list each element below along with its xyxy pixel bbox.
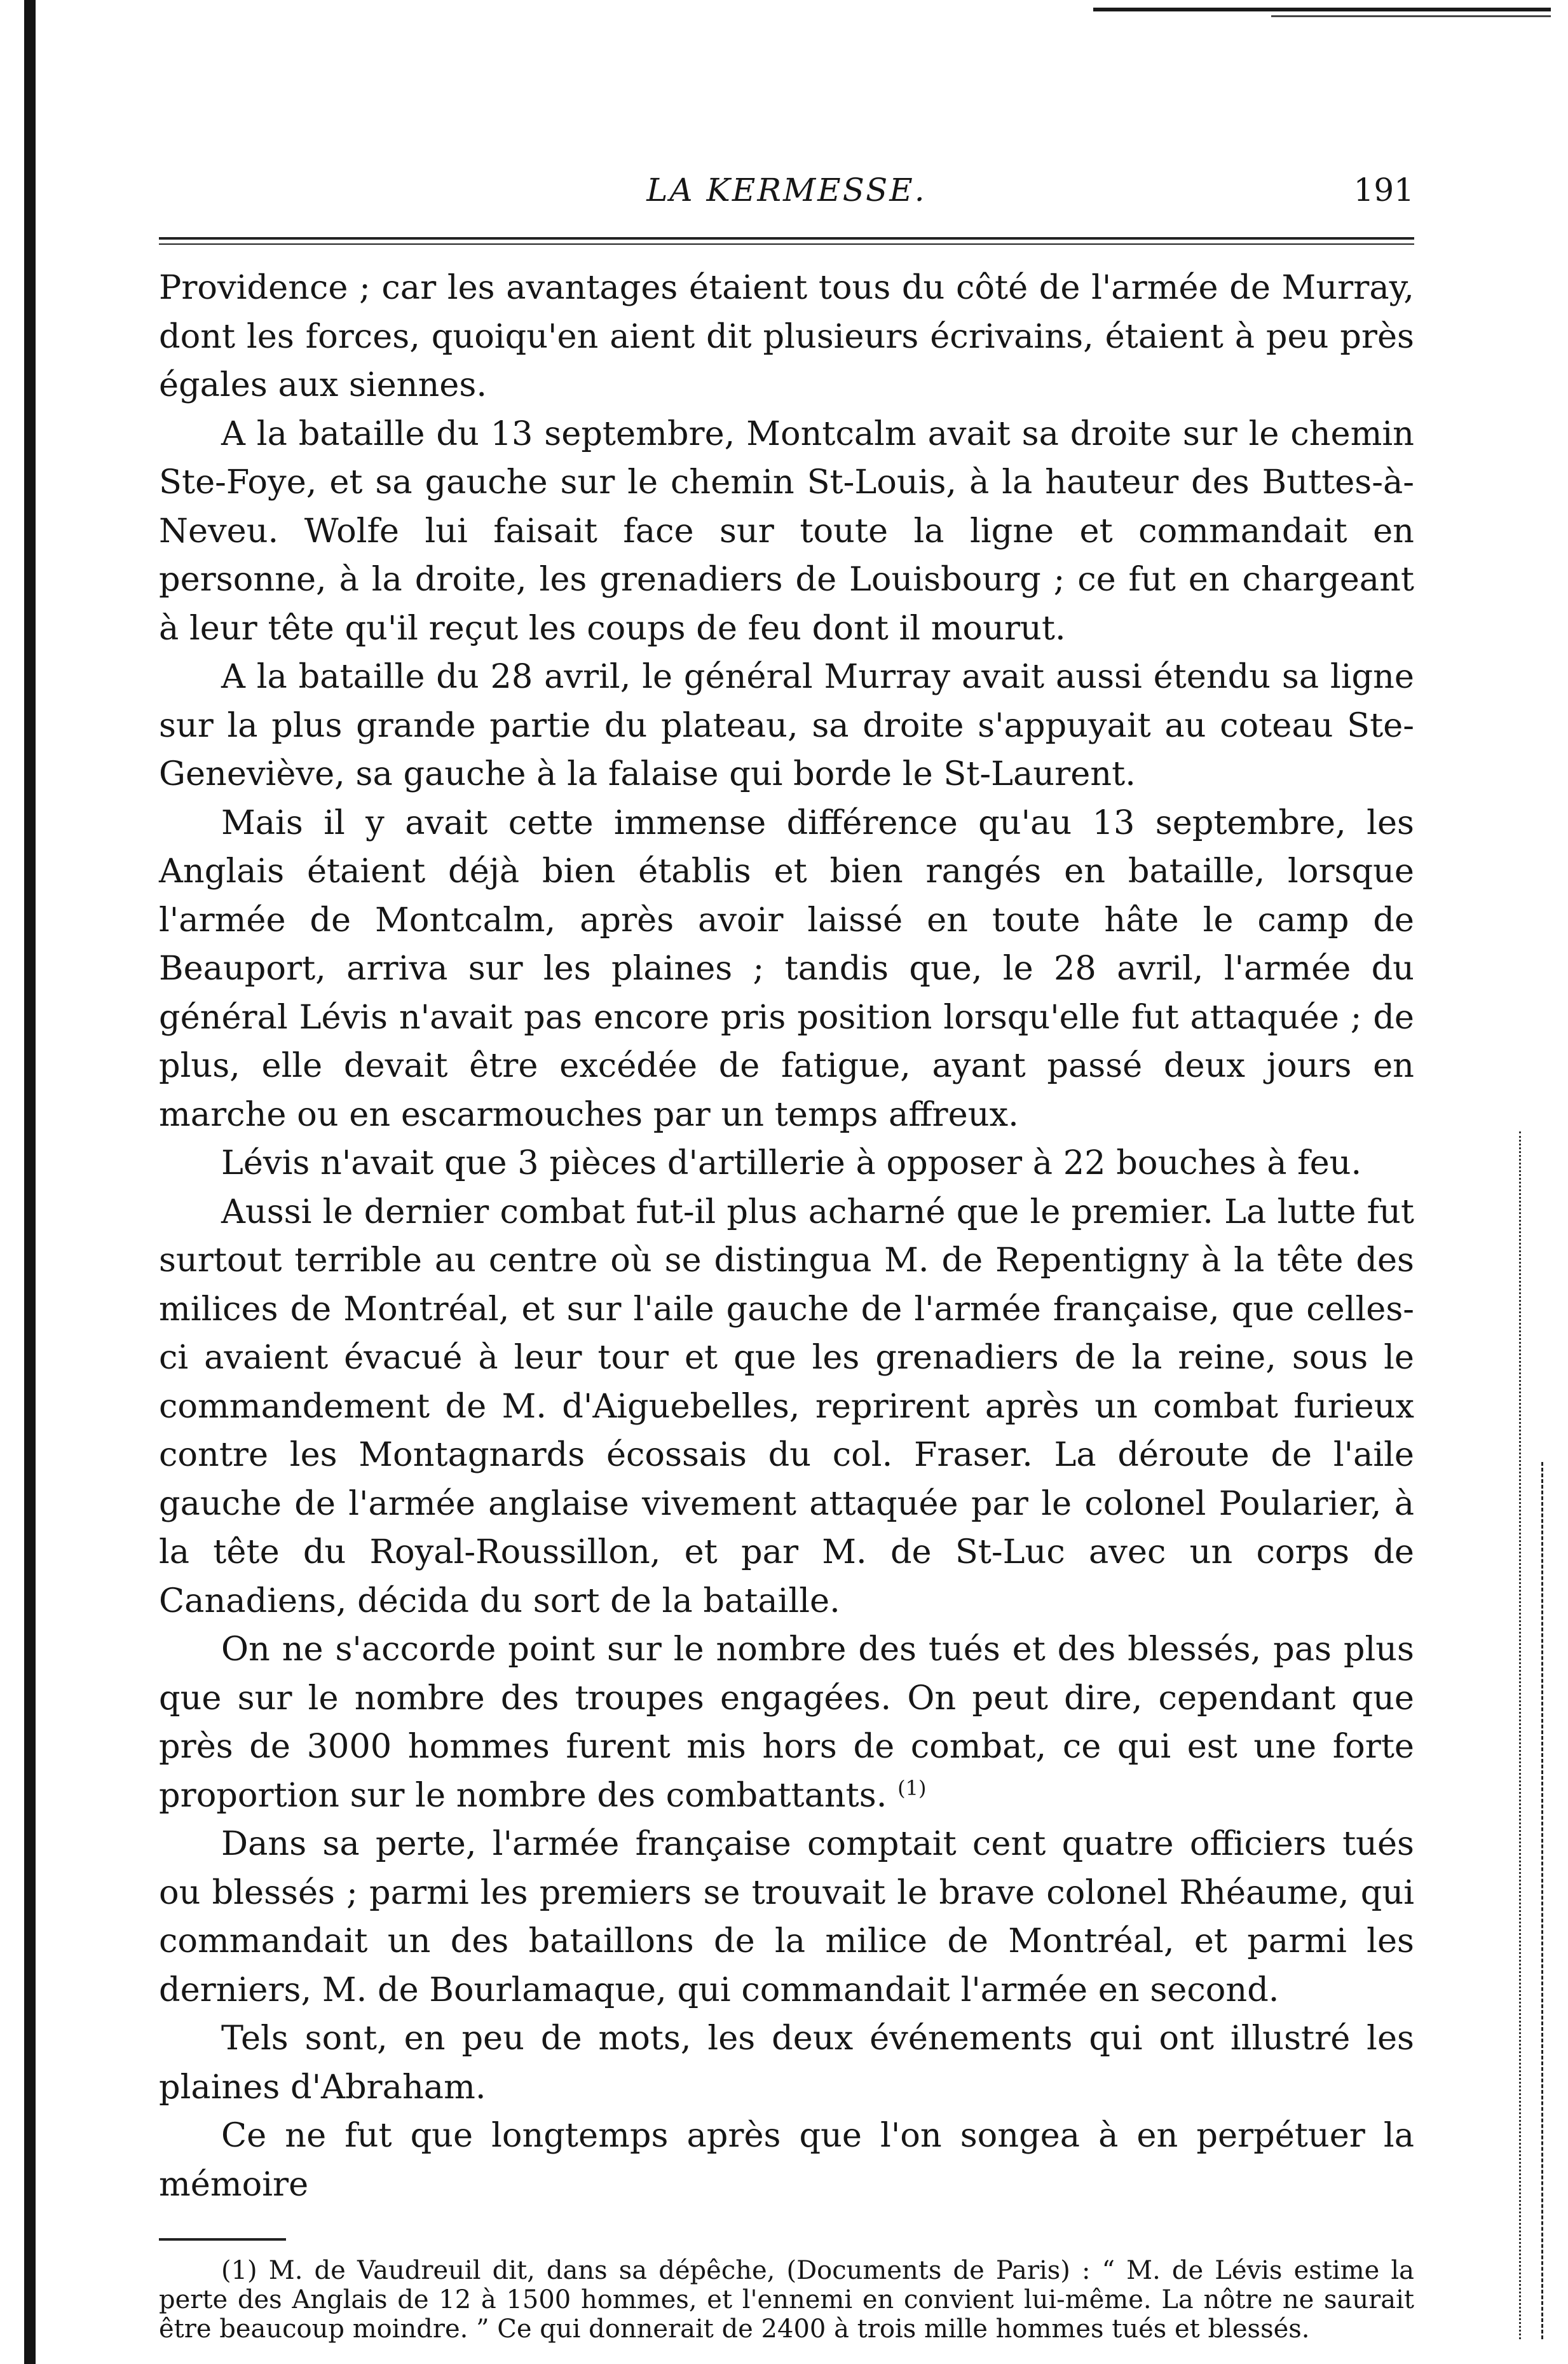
paragraph: Ce ne fut que longtemps après que l'on songea à en perpétuer la mémoire [159,2116,1414,2204]
running-title: LA KERMESSE. [646,172,927,208]
footnote-rule [159,2238,286,2241]
body-text [159,264,1414,2209]
paragraph: Aussi le dernier combat fut-il plus acharné que le premier. La lutte fut surtout terrible au centre où se distingua M. de Repentigny à la tête des milices de Montréal, et sur l'aile gauche de l'armée française, que celles-ci avaient évacué à leur tour et que les grenadiers de la reine, sous le commandement de M. d'Aiguebelles, reprirent après un combat furieux contre les Montagnards écossais du col. Fraser. La déroute de l'aile gauche de l'armée anglaise vivement attaquée par le colonel Poularier, à la tête du Royal-Roussillon, et par M. de St-Luc avec un corps de Canadiens, décida du sort de la bataille. [159,1192,1414,1620]
header-rule [159,237,1414,245]
scan-border-top-thin [1271,15,1551,17]
paragraph-text: On ne s'accorde point sur le nombre des tués et des blessés, pas plus que sur le nombre des troupes engagées. On peut dire, cependant que près de 3000 hommes furent mis hors de combat, ce qui est une forte proportion sur le nombre des combattants. [159,1630,1414,1815]
paragraph: Providence ; car les avantages étaient tous du côté de l'armée de Murray, dont les forces, quoiqu'en aient dit plusieurs écrivains, étaient à peu près égales aux siennes. [159,268,1414,404]
book-page [159,159,1414,2344]
paragraph: Tels sont, en peu de mots, les deux événements qui ont illustré les plaines d'Abraham. [159,2019,1414,2107]
scan-border-top [1093,8,1551,11]
paragraph: Lévis n'avait que 3 pièces d'artillerie à opposer à 22 bouches à feu. [221,1144,1362,1182]
paragraph: A la bataille du 13 septembre, Montcalm avait sa droite sur le chemin Ste-Foye, et sa gauche sur le chemin St-Louis, à la hauteur des Buttes-à-Neveu. Wolfe lui faisait face sur toute la ligne et commandait en personne, à la droite, les grenadiers de Louisbourg ; ce fut en chargeant à leur tête qu'il reçut les coups de feu dont il mourut. [159,414,1414,648]
paragraph-with-note [159,1625,1414,1820]
paragraph: A la bataille du 28 avril, le général Murray avait aussi étendu sa ligne sur la plus grande partie du plateau, sa droite s'appuyait au coteau Ste-Geneviève, sa gauche à la falaise qui borde le St-Laurent. [159,657,1414,793]
page-number: 191 [1353,172,1414,208]
scan-edge-right [1519,1131,1525,2339]
paragraph: Dans sa perte, l'armée française comptait cent quatre officiers tués ou blessés ; parmi les premiers se trouvait le brave colonel Rhéaume, qui commandait un des bataillons de la milice de Montréal, et parmi les derniers, M. de Bourlamaque, qui commandait l'armée en second. [159,1824,1414,2009]
footnote-marker: (1) [897,1775,927,1800]
scan-border-left [24,0,36,2364]
paragraph: Mais il y avait cette immense différence qu'au 13 septembre, les Anglais étaient déjà bien établis et bien rangés en bataille, lorsque l'armée de Montcalm, après avoir laissé en toute hâte le camp de Beauport, arriva sur les plaines ; tandis que, le 28 avril, l'armée du général Lévis n'avait pas encore pris position lorsqu'elle fut attaquée ; de plus, elle devait être excédée de fatigue, ayant passé deux jours en marche ou en escarmouches par un temps affreux. [159,803,1414,1134]
scan-edge-right-outer [1541,1462,1546,2339]
footnote: (1) M. de Vaudreuil dit, dans sa dépêche, (Documents de Paris) : “ M. de Lévis estime la perte des Anglais de 12 à 1500 hommes, et l'ennemi en convient lui-même. La nôtre ne saurait être beaucoup moindre. ” Ce qui donnerait de 2400 à trois mille hommes tués et blessés. [159,2256,1414,2344]
running-header [159,172,1414,232]
